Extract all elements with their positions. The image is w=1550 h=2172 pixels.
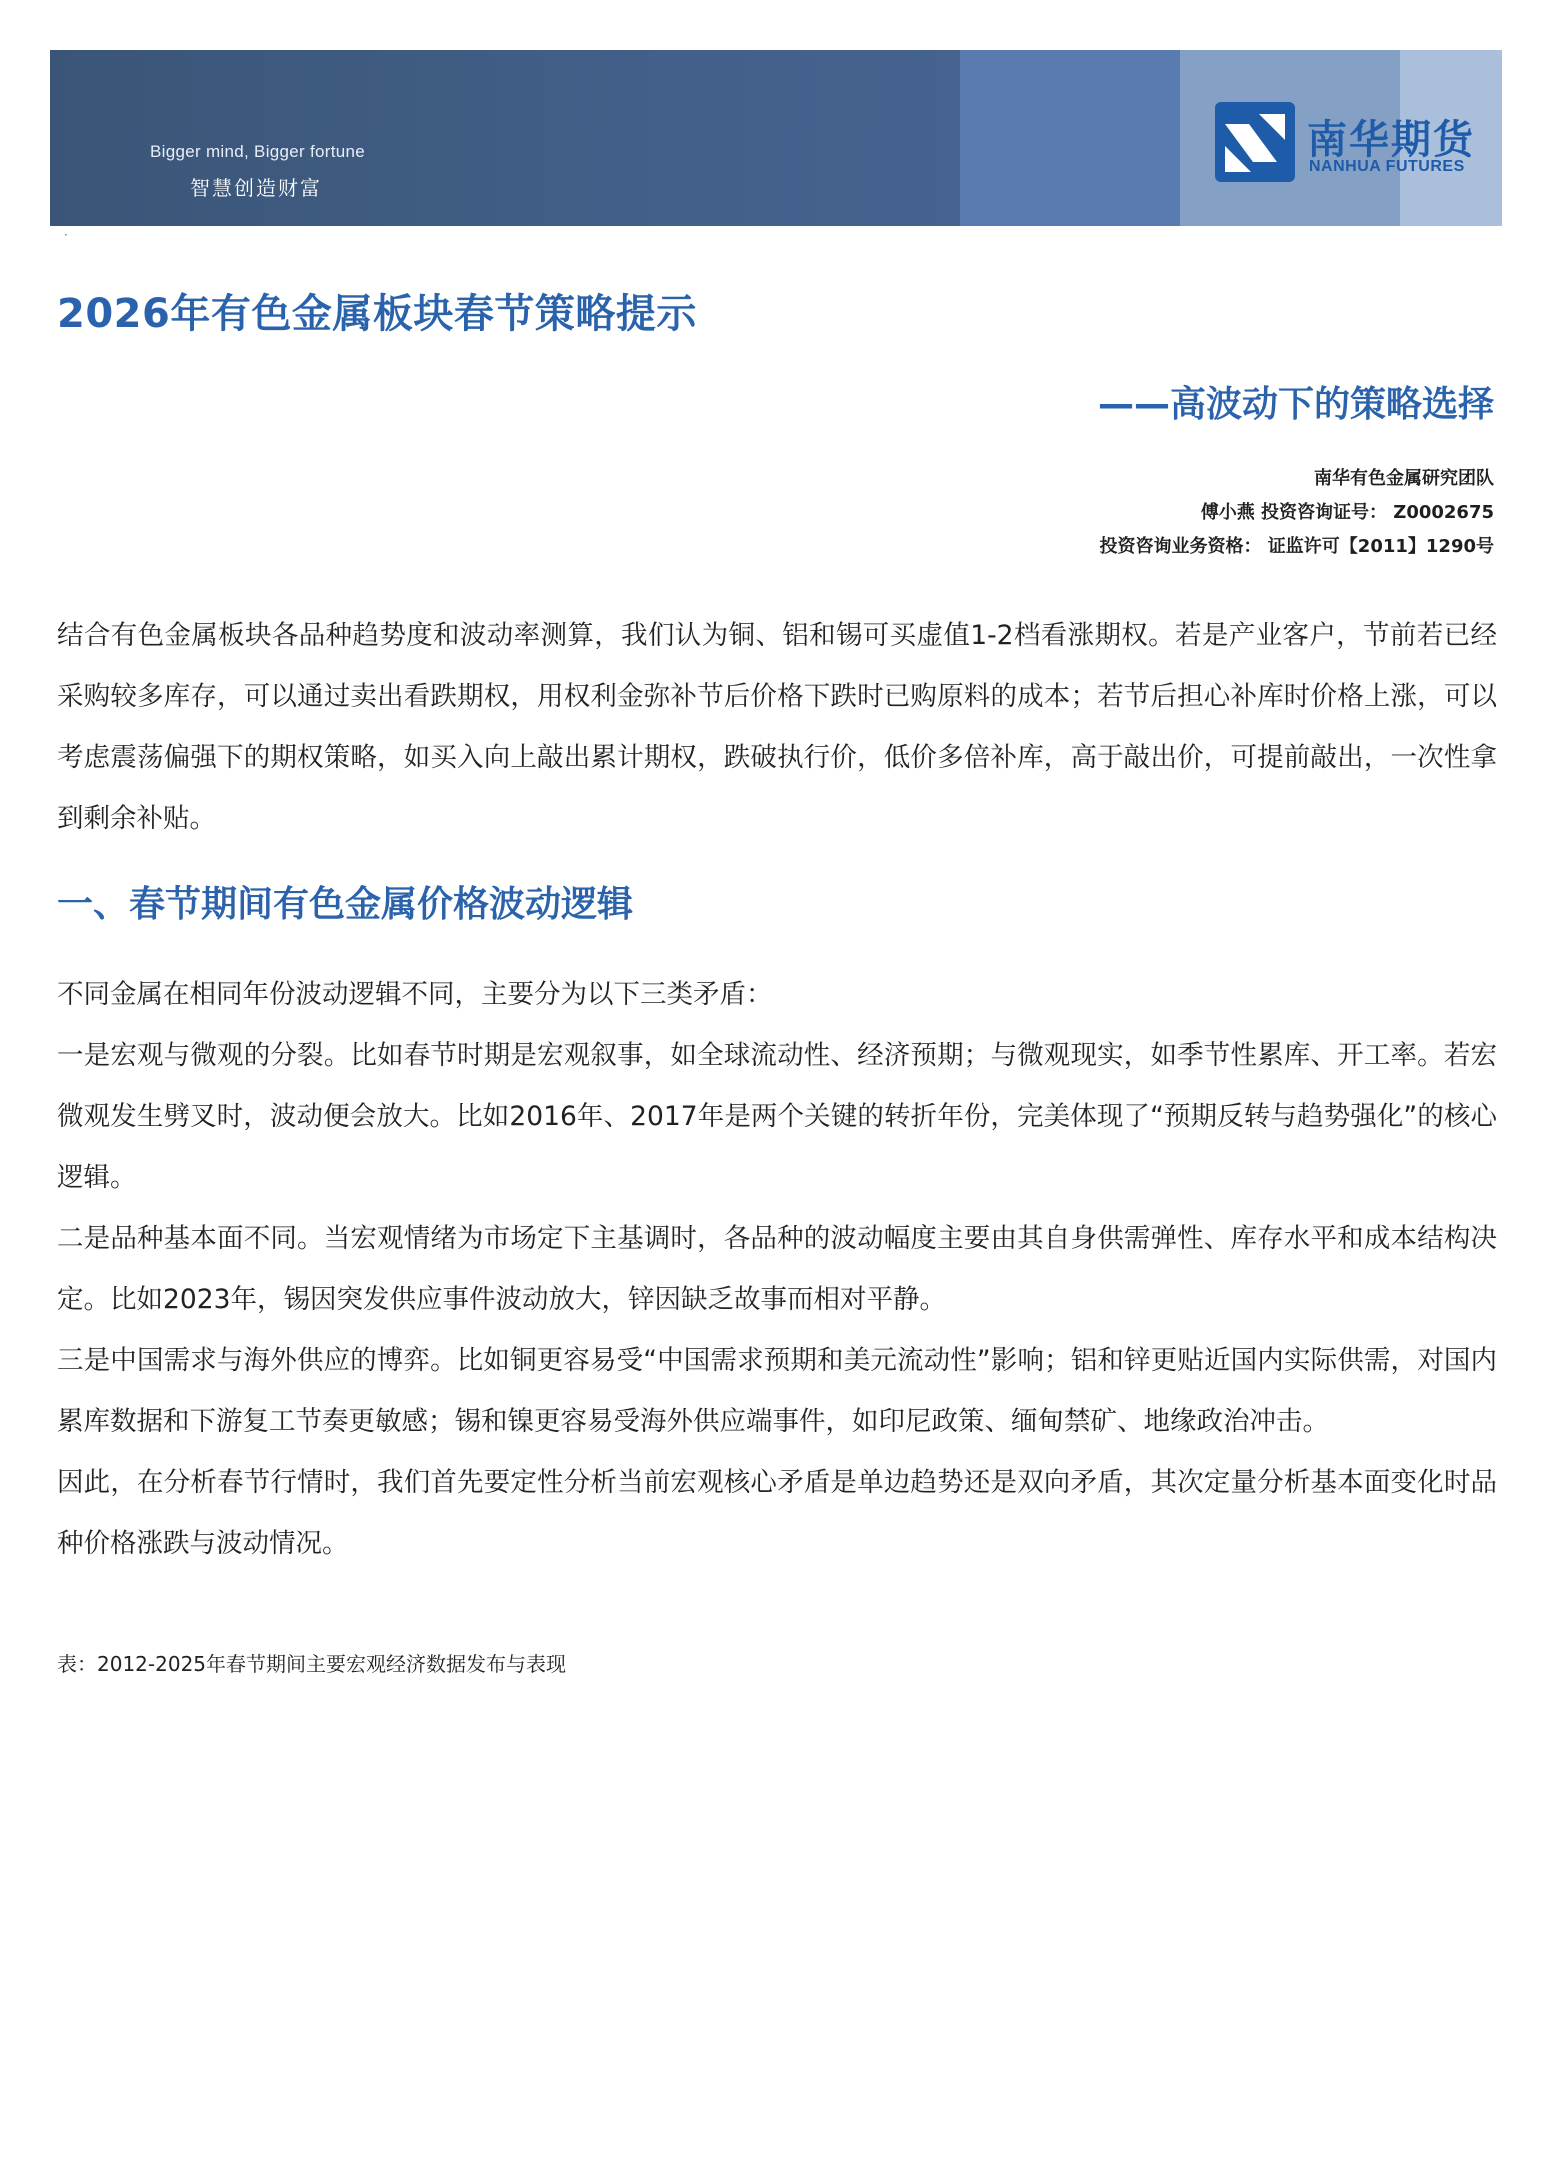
body-paragraph: 一是宏观与微观的分裂。比如春节时期是宏观叙事，如全球流动性、经济预期；与微观现实，如季节性累库、开工率。若宏微观发生劈叉时，波动便会放大。比如2016年、2017年是两个关键的转折年份，完美体现了“预期反转与趋势强化”的核心逻辑。 — [57, 1040, 1497, 1193]
nanhua-logo-icon — [1215, 102, 1295, 182]
report-title: 2026年有色金属板块春节策略提示 — [57, 291, 697, 337]
header-banner — [50, 50, 1502, 226]
banner-band-mid — [960, 50, 1180, 226]
logo-chinese-name: 南华期货 — [1307, 117, 1475, 163]
body-paragraph: 二是品种基本面不同。当宏观情绪为市场定下主基调时，各品种的波动幅度主要由其自身供需弹性、库存水平和成本结构决定。比如2023年，锡因突发供应事件波动放大，锌因缺乏故事而相对平静。 — [57, 1223, 1497, 1315]
section-body — [57, 964, 1497, 1574]
body-paragraph: 三是中国需求与海外供应的博弈。比如铜更容易受“中国需求预期和美元流动性”影响；铝和锌更贴近国内实际供需，对国内累库数据和下游复工节奏更敏感；锡和镍更容易受海外供应端事件，如印尼政策、缅甸禁矿、地缘政治冲击。 — [57, 1345, 1497, 1437]
author-block — [1100, 462, 1494, 564]
intro-paragraph: 结合有色金属板块各品种趋势度和波动率测算，我们认为铜、铝和锡可买虚值1-2档看涨期权。若是产业客户，节前若已经采购较多库存，可以通过卖出看跌期权，用权利金弥补节后价格下跌时已购原料的成本；若节后担心补库时价格上涨，可以考虑震荡偏强下的期权策略，如买入向上敲出累计期权，跌破执行价，低价多倍补库，高于敲出价，可提前敲出，一次性拿到剩余补贴。 — [57, 620, 1497, 834]
logo-english-name: NANHUA FUTURES — [1309, 158, 1465, 175]
license-info: 投资咨询业务资格： 证监许可【2011】1290号 — [1099, 536, 1494, 557]
slogan-english: Bigger mind, Bigger fortune — [150, 142, 366, 161]
body-paragraph: 不同金属在相同年份波动逻辑不同，主要分为以下三类矛盾： — [57, 979, 773, 1010]
slogan-chinese: 智慧创造财富 — [190, 176, 322, 200]
section-heading: 一、春节期间有色金属价格波动逻辑 — [57, 884, 634, 925]
banner-band-dark — [50, 50, 960, 226]
research-team: 南华有色金属研究团队 — [1314, 468, 1494, 489]
report-subtitle: ——高波动下的策略选择 — [1097, 384, 1494, 425]
analyst-credential: 傅小燕 投资咨询证号： Z0002675 — [1200, 502, 1494, 523]
header-dot: · — [64, 228, 68, 242]
table-caption: 表：2012-2025年春节期间主要宏观经济数据发布与表现 — [57, 1652, 567, 1676]
body-paragraph: 因此，在分析春节行情时，我们首先要定性分析当前宏观核心矛盾是单边趋势还是双向矛盾，其次定量分析基本面变化时品种价格涨跌与波动情况。 — [57, 1467, 1497, 1559]
company-logo — [1215, 102, 1495, 182]
